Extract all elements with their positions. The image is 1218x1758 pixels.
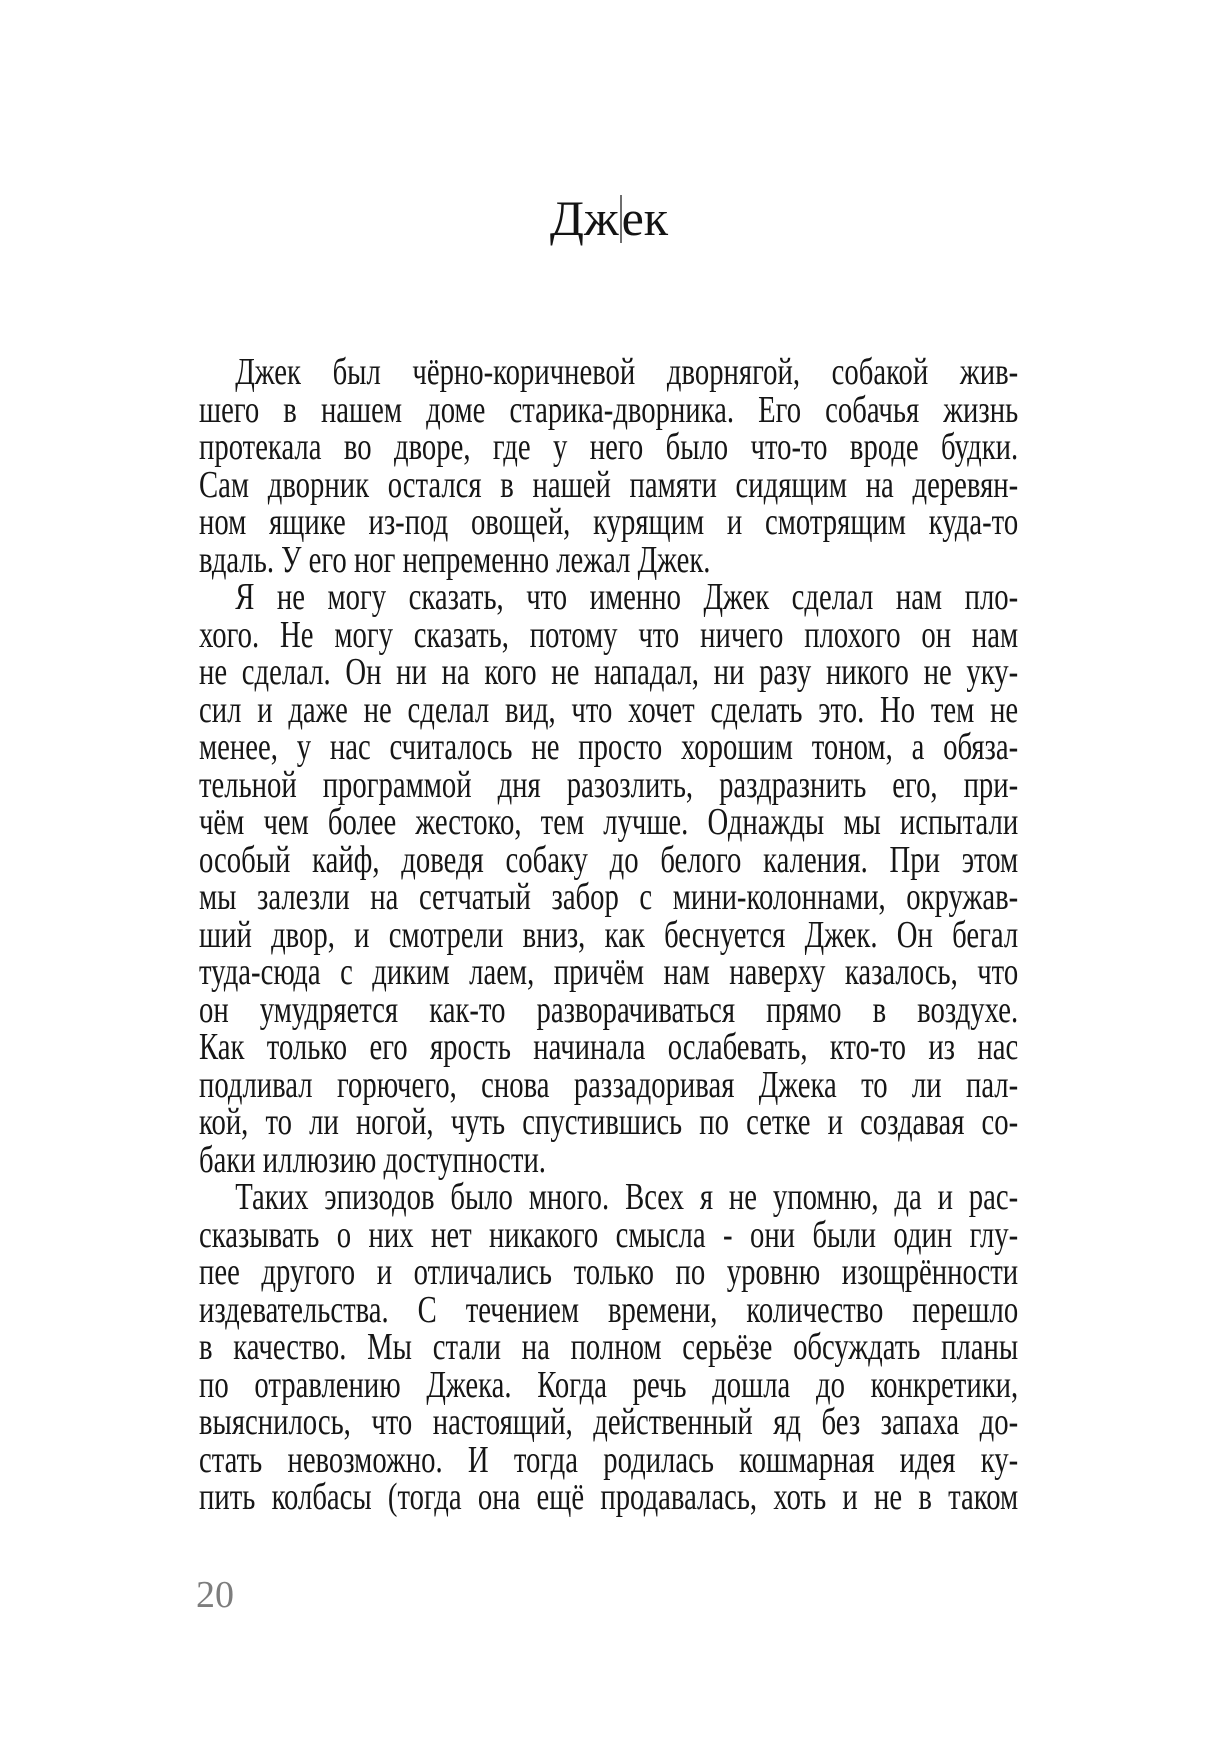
text-line: ший двор, и смотрели вниз, как беснуется Джек. Он бегал [199, 913, 1019, 956]
text-line: тельной программой дня разозлить, раздразнить его, при- [199, 763, 1019, 806]
text-line: баки иллюзию доступности. [199, 1138, 546, 1181]
text-line: издевательства. С течением времени, количество перешло [199, 1288, 1019, 1331]
paragraph [199, 351, 1019, 581]
page-number: 20 [196, 1574, 234, 1616]
text-line: по отравлению Джека. Когда речь дошла до конкретики, [199, 1363, 1019, 1406]
text-line: Как только его ярость начинала ослабевать, кто-то из нас [199, 1026, 1019, 1068]
chapter-title-after-caret: ек [621, 190, 669, 246]
paragraph [199, 1176, 1019, 1518]
text-line: вдаль. У его ног непременно лежал Джек. [199, 538, 711, 581]
text-line: Сам дворник остался в нашей памяти сидящим на деревян- [199, 463, 1019, 506]
text-line: пить колбасы (тогда она ещё продавалась, хоть и не в таком [199, 1476, 1019, 1518]
text-line: особый кайф, доведя собаку до белого каления. При этом [199, 838, 1019, 881]
text-line: Я не могу сказать, что именно Джек сделал нам пло- [235, 576, 1019, 618]
text-line: стать невозможно. И тогда родилась кошмарная идея ку- [199, 1438, 1019, 1481]
text-line: протекала во дворе, где у него было что-то вроде будки. [199, 426, 1019, 468]
text-line: пее другого и отличались только по уровню изощрённости [199, 1251, 1019, 1293]
text-line: мы залезли на сетчатый забор с мини-колоннами, окружав- [199, 876, 1019, 918]
text-line: выяснилось, что настоящий, действенный яд без запаха до- [199, 1401, 1019, 1443]
text-line: не сделал. Он ни на кого не нападал, ни разу никого не уку- [199, 651, 1019, 693]
text-line: сил и даже не сделал вид, что хочет сделать это. Но тем не [199, 688, 1019, 731]
text-line: ном ящике из-под овощей, курящим и смотрящим куда-то [199, 501, 1019, 543]
chapter-title-before-caret: Дж [549, 190, 619, 246]
text-line: подливал горючего, снова раззадоривая Джека то ли пал- [199, 1063, 1019, 1106]
text-line: хого. Не могу сказать, потому что ничего плохого он нам [199, 613, 1019, 656]
text-line: чём чем более жестоко, тем лучше. Однажды мы испытали [199, 801, 1019, 843]
text-line: Таких эпизодов было много. Всех я не упомню, да и рас- [235, 1176, 1019, 1218]
paragraph [199, 576, 1019, 1181]
text-line: туда-сюда с диким лаем, причём нам наверху казалось, что [199, 951, 1019, 993]
chapter-title [0, 190, 1218, 246]
text-line: он умудряется как-то разворачиваться прямо в воздухе. [199, 988, 1019, 1031]
text-line: сказывать о них нет никакого смысла - они были один глу- [199, 1213, 1019, 1256]
text-body[interactable] [199, 351, 1019, 1518]
text-line: кой, то ли ногой, чуть спустившись по сетке и создавая со- [199, 1101, 1019, 1143]
text-line: Джек был чёрно-коричневой дворнягой, собакой жив- [235, 351, 1019, 393]
text-line: шего в нашем доме старика-дворника. Его собачья жизнь [199, 388, 1019, 431]
text-line: менее, у нас считалось не просто хорошим тоном, а обяза- [199, 726, 1019, 768]
text-line: в качество. Мы стали на полном серьёзе обсуждать планы [199, 1326, 1019, 1368]
